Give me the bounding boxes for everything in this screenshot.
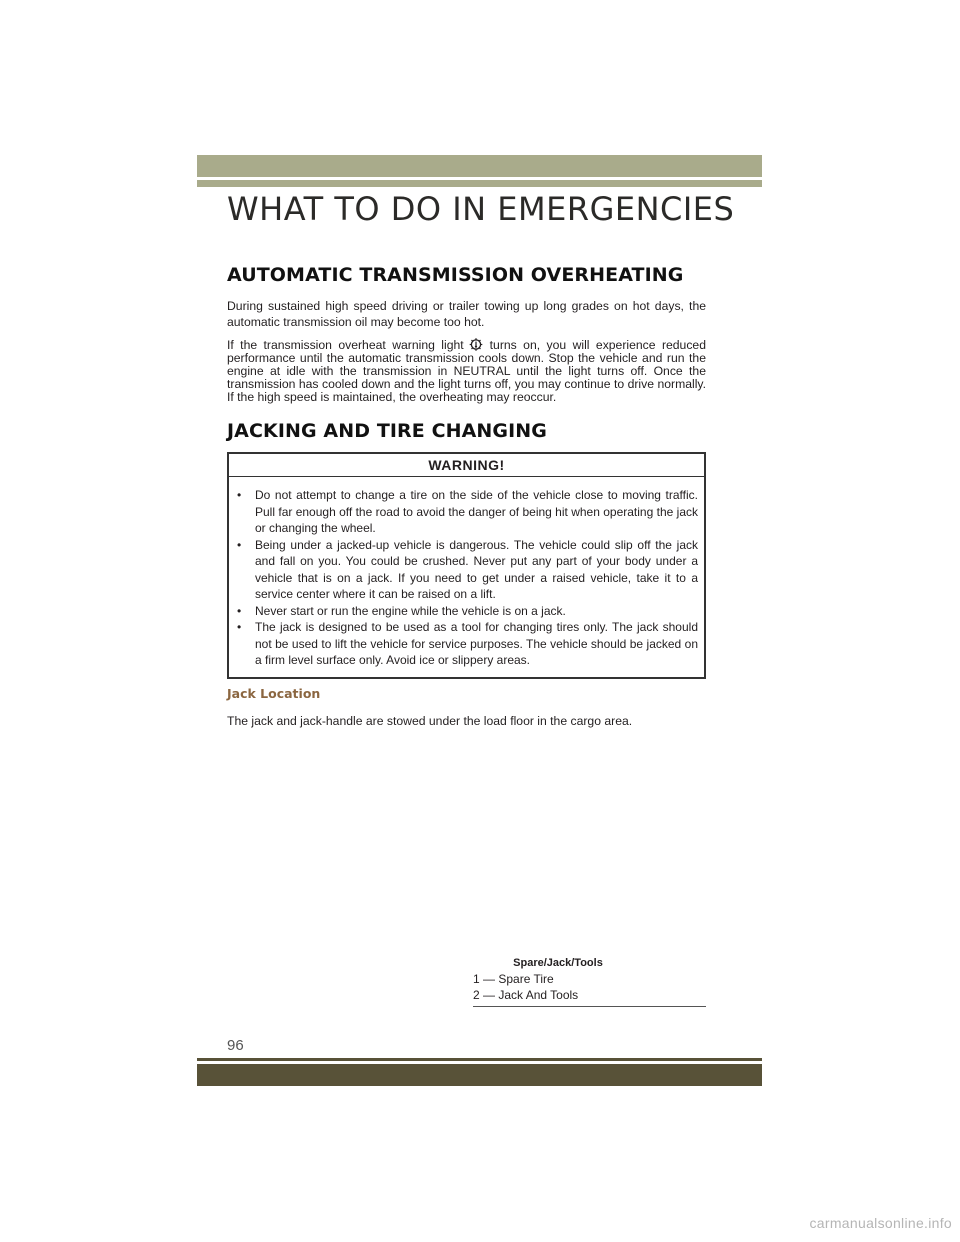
header-rule [197, 180, 762, 187]
warning-item [235, 537, 698, 603]
paragraph-2-text-start: If the transmission overheat warning light [227, 338, 464, 352]
jack-location-heading: Jack Location [227, 685, 321, 701]
warning-item-text: Do not attempt to change a tire on the side of the vehicle close to moving traffic. Pull far enough off the road to avoid the danger of being hit when operating the jack or changing the wheel. [255, 488, 698, 535]
warning-item [235, 603, 698, 620]
figure-caption-item: 1 — Spare Tire [473, 972, 554, 986]
figure-caption-item: 2 — Jack And Tools [473, 988, 579, 1002]
warning-item-text: The jack is designed to be used as a tool for changing tires only. The jack should not be used to lift the vehicle for service purposes. The vehicle should be jacked on a firm level surface only. Avoid ice or slippery areas. [255, 620, 698, 667]
bullet-icon: • [237, 537, 242, 552]
overheating-paragraph-2 [227, 338, 706, 404]
page-content [227, 264, 706, 729]
transmission-temperature-warning-icon [468, 338, 484, 351]
bullet-icon: • [237, 620, 242, 634]
warning-item-text: Being under a jacked-up vehicle is dangerous. The vehicle could slip off the jack and fall on you. You could be crushed. Never put any part of your body under a vehicle that is on a jack. If you need to get under a raised vehicle, take it to a service center where it can be raised on a lift. [255, 537, 698, 601]
footer-rule [197, 1058, 762, 1061]
overheating-paragraph-1: During sustained high speed driving or trailer towing up long grades on hot days, the automatic transmission oil may become too hot. [227, 299, 706, 329]
bullet-icon: • [237, 603, 242, 618]
warning-item [235, 487, 698, 537]
footer-band [197, 1064, 762, 1086]
header-band [197, 155, 762, 177]
paragraph-2-text-end: turns on, you will experience reduced performance until the automatic transmission cools down. Stop the vehicle and run the engine at idle with the transmission in NEUTRAL until the light turns off. Once the transmission has cooled down and the light turns off, you may continue to drive normally. If the high speed is maintained, the overheating may reoccur. [227, 338, 706, 404]
figure-caption-title: Spare/Jack/Tools [513, 957, 603, 969]
figure-caption [473, 955, 706, 1007]
watermark: carmanualsonline.info [809, 1215, 952, 1231]
warning-list [229, 477, 704, 677]
jacking-heading: JACKING AND TIRE CHANGING [227, 420, 547, 442]
caption-divider [473, 1006, 706, 1007]
jack-location-text: The jack and jack-handle are stowed under the load floor in the cargo area. [227, 713, 633, 728]
warning-item [235, 619, 698, 669]
warning-title: WARNING! [229, 454, 704, 477]
overheating-heading: AUTOMATIC TRANSMISSION OVERHEATING [227, 264, 684, 286]
page-number: 96 [227, 1037, 244, 1054]
section-title: WHAT TO DO IN EMERGENCIES [227, 190, 735, 228]
warning-box [227, 452, 706, 679]
warning-item-text: Never start or run the engine while the vehicle is on a jack. [255, 603, 566, 618]
bullet-icon: • [237, 488, 242, 502]
